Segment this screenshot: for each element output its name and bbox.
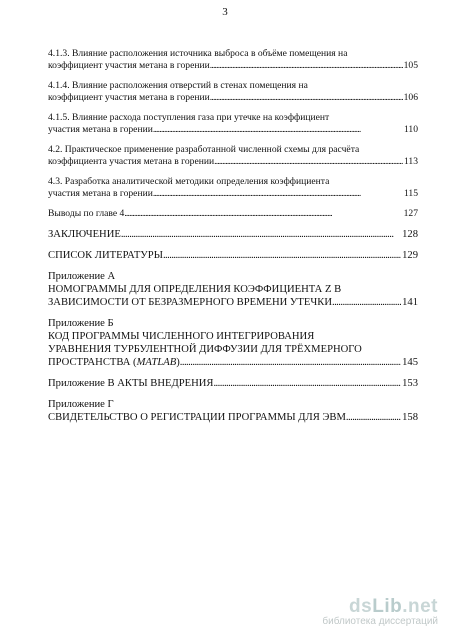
toc-page-number: 153 <box>402 378 418 389</box>
dot-leader <box>121 228 401 241</box>
toc-line-text: участия метана в горении <box>48 188 153 199</box>
toc-line-text: ЗАВИСИМОСТИ ОТ БЕЗРАЗМЕРНОГО ВРЕМЕНИ УТЕЧКИ <box>48 297 332 308</box>
toc-entry <box>48 144 418 168</box>
toc-entry <box>48 377 418 390</box>
toc-page-number: 105 <box>403 60 418 71</box>
toc-line <box>48 228 418 241</box>
toc-line <box>48 208 418 220</box>
toc-line <box>48 92 418 104</box>
toc-page-number: 141 <box>402 297 418 308</box>
toc-entry <box>48 398 418 424</box>
watermark-tagline: библиотека диссертаций <box>322 616 438 627</box>
dot-leader <box>332 296 401 309</box>
dslib-logo: dsLib.net <box>349 596 438 617</box>
toc-line <box>48 144 418 156</box>
toc-line <box>48 156 418 168</box>
toc-line-text: 4.1.3. Влияние расположения источника выброса в объёме помещения на <box>48 48 348 59</box>
toc-page-number: 113 <box>403 156 418 167</box>
toc-page-number: 145 <box>402 357 418 368</box>
dot-leader <box>163 249 401 262</box>
toc-line-text: Выводы по главе 4 <box>48 208 125 219</box>
dot-leader <box>214 156 403 168</box>
toc-line-text: УРАВНЕНИЯ ТУРБУЛЕНТНОЙ ДИФФУЗИИ ДЛЯ ТРЁХМЕРНОГО <box>48 344 362 355</box>
toc-entry <box>48 317 418 369</box>
toc-line <box>48 411 418 424</box>
toc-line <box>48 188 418 200</box>
toc-line <box>48 330 418 343</box>
toc-line <box>48 112 418 124</box>
dot-leader <box>180 356 401 369</box>
toc-line <box>48 356 418 369</box>
page-number: 3 <box>222 6 228 18</box>
toc-entry <box>48 249 418 262</box>
toc-page-number: 127 <box>403 208 418 219</box>
toc-page-number: 128 <box>402 229 418 240</box>
toc-line-text: СВИДЕТЕЛЬСТВО О РЕГИСТРАЦИИ ПРОГРАММЫ ДЛЯ ЭВМ <box>48 412 346 423</box>
toc-line <box>48 343 418 356</box>
dslib-watermark <box>322 596 438 627</box>
toc-line-text: Приложение Б <box>48 318 114 329</box>
dot-leader <box>124 208 402 220</box>
toc-line <box>48 124 418 136</box>
toc-line-text: 4.1.4. Влияние расположения отверстий в стенах помещения на <box>48 80 308 91</box>
toc-line-text: НОМОГРАММЫ ДЛЯ ОПРЕДЕЛЕНИЯ КОЭФФИЦИЕНТА Z В <box>48 284 342 295</box>
toc-entry <box>48 112 418 136</box>
toc-page-number: 129 <box>402 250 418 261</box>
toc-line <box>48 270 418 283</box>
toc-line-text: Приложение В АКТЫ ВНЕДРЕНИЯ <box>48 378 214 389</box>
toc-line <box>48 60 418 72</box>
toc-line-text: коэффициент участия метана в горении <box>48 92 210 103</box>
dot-leader <box>213 377 401 390</box>
table-of-contents <box>48 48 418 432</box>
toc-line-text: КОД ПРОГРАММЫ ЧИСЛЕННОГО ИНТЕГРИРОВАНИЯ <box>48 331 315 342</box>
toc-line-text: 4.3. Разработка аналитической методики определения коэффициента <box>48 176 330 187</box>
toc-line-text: Приложение Г <box>48 399 114 410</box>
toc-line-text: ЗАКЛЮЧЕНИЕ <box>48 229 121 240</box>
toc-line-text: 4.2. Практическое применение разработанной численной схемы для расчёта <box>48 144 360 155</box>
toc-line <box>48 283 418 296</box>
dot-leader <box>153 124 403 136</box>
toc-line-text: 4.1.5. Влияние расхода поступления газа при утечке на коэффициент <box>48 112 330 123</box>
toc-line-text: СПИСОК ЛИТЕРАТУРЫ <box>48 250 163 261</box>
toc-line-text: коэффициент участия метана в горении <box>48 60 210 71</box>
toc-entry <box>48 48 418 72</box>
toc-line <box>48 249 418 262</box>
toc-line-text: Приложение А <box>48 271 116 282</box>
dot-leader <box>153 188 403 200</box>
toc-line <box>48 398 418 411</box>
dot-leader <box>346 411 401 424</box>
toc-line <box>48 48 418 60</box>
toc-line <box>48 176 418 188</box>
toc-entry <box>48 176 418 200</box>
toc-entry <box>48 270 418 309</box>
dot-leader <box>210 60 403 72</box>
toc-line <box>48 80 418 92</box>
toc-line <box>48 296 418 309</box>
toc-page-number: 106 <box>403 92 418 103</box>
toc-entry <box>48 80 418 104</box>
toc-line <box>48 317 418 330</box>
dot-leader <box>210 92 403 104</box>
toc-line-text: ПРОСТРАНСТВА (MATLAB) <box>48 357 180 368</box>
toc-page-number: 158 <box>402 412 418 423</box>
toc-line-text: коэффициента участия метана в горении <box>48 156 215 167</box>
toc-page-number: 115 <box>403 188 418 199</box>
toc-entry <box>48 208 418 220</box>
toc-line <box>48 377 418 390</box>
toc-line-text: участия метана в горении <box>48 124 153 135</box>
toc-entry <box>48 228 418 241</box>
toc-page-number: 110 <box>403 124 418 135</box>
